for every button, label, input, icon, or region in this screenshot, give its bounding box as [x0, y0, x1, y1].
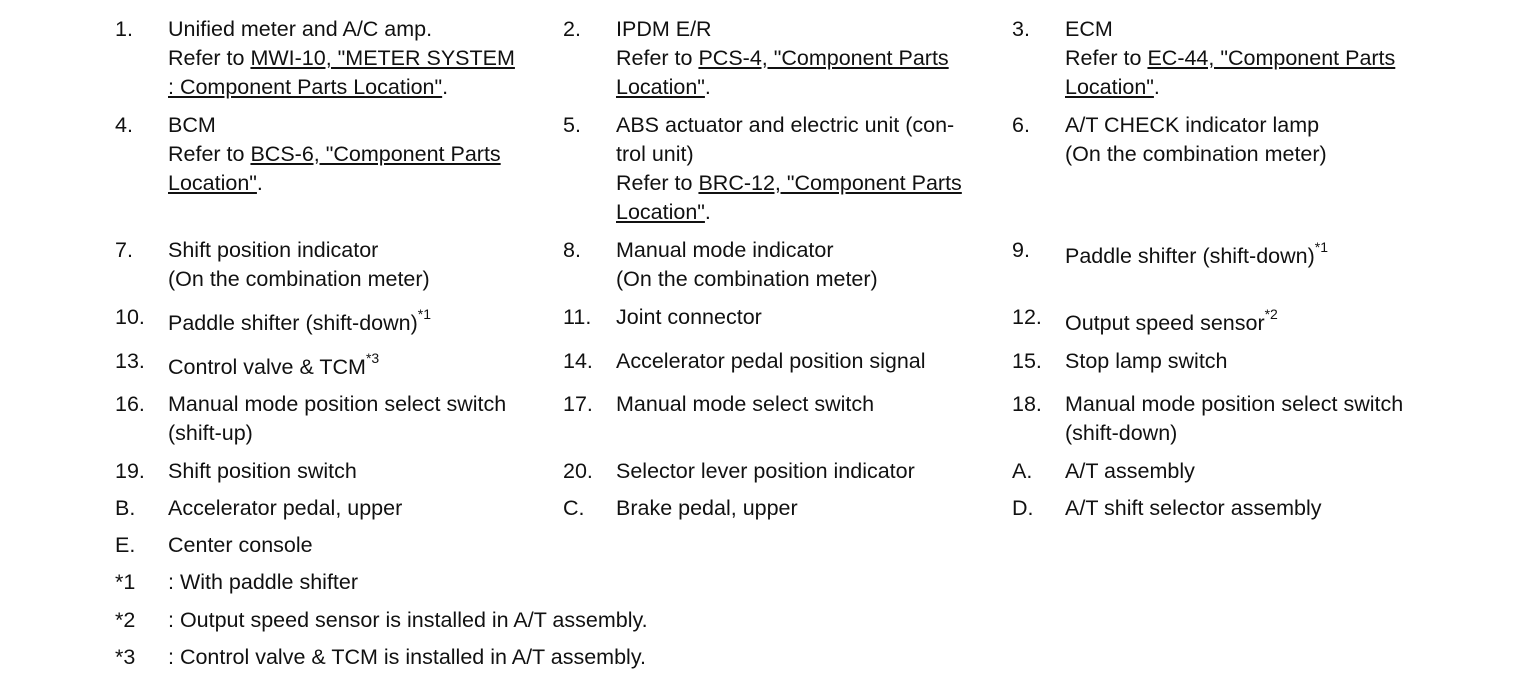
- legend-item-text: [1065, 457, 1195, 486]
- legend-item-number: 11.: [563, 305, 592, 329]
- legend-item-line: (shift-down): [1065, 421, 1178, 445]
- reference-line: Location".: [616, 75, 711, 99]
- reference-link[interactable]: MWI-10, "METER SYSTEM: [250, 46, 515, 70]
- legend-item-text: [616, 457, 915, 486]
- legend-item-number: D.: [1012, 496, 1034, 520]
- footnote-marker: *1: [417, 305, 431, 322]
- footnote-text: : With paddle shifter: [168, 570, 359, 594]
- legend-item-line: Joint connector: [616, 305, 762, 329]
- reference-link[interactable]: BRC-12, "Component Parts: [698, 171, 962, 195]
- legend-item-line: (On the combination meter): [1065, 142, 1327, 166]
- legend-item-text: [616, 236, 878, 294]
- legend-item-line: (On the combination meter): [616, 267, 878, 291]
- legend-item-text: [616, 494, 798, 523]
- legend-item-line: Accelerator pedal, upper: [168, 496, 403, 520]
- legend-item-line: Shift position switch: [168, 459, 357, 483]
- legend-item-line: IPDM E/R: [616, 17, 712, 41]
- legend-item-text: [616, 390, 874, 419]
- legend-item-number: 4.: [115, 113, 133, 137]
- legend-item-number: 16.: [115, 392, 145, 416]
- footnote-marker: *1: [1314, 238, 1328, 255]
- legend-item-line: trol unit): [616, 142, 694, 166]
- legend-item-text: [168, 457, 357, 486]
- legend-item-line: (On the combination meter): [168, 267, 430, 291]
- legend-item-text: [168, 236, 430, 294]
- legend-item-number: A.: [1012, 459, 1033, 483]
- legend-item-text: [616, 15, 949, 102]
- legend-item-line: Unified meter and A/C amp.: [168, 17, 433, 41]
- legend-item-number: C.: [563, 496, 585, 520]
- reference-link[interactable]: EC-44, "Component Parts: [1147, 46, 1396, 70]
- legend-item-number: B.: [115, 496, 136, 520]
- legend-item-line: Accelerator pedal position signal: [616, 349, 926, 373]
- legend-item-number: 8.: [563, 238, 581, 262]
- legend-item-line: Control valve & TCM$^{*3}$: [168, 349, 380, 379]
- legend-item-text: [1065, 111, 1327, 169]
- legend-item-line: Shift position indicator: [168, 238, 379, 262]
- reference-line: Refer to MWI-10, "METER SYSTEM: [168, 46, 515, 70]
- legend-item-text: [616, 111, 962, 227]
- legend-item-number: 12.: [1012, 305, 1042, 329]
- footnote-marker: *3: [365, 349, 380, 366]
- legend-item-line: A/T assembly: [1065, 459, 1195, 483]
- legend-item-number: 1.: [115, 17, 133, 41]
- legend-item-text: [1065, 305, 1278, 338]
- legend-item-text: [168, 305, 431, 338]
- footnote-mark: *2: [115, 608, 136, 632]
- legend-item-number: 10.: [115, 305, 145, 329]
- legend-item-number: 2.: [563, 17, 581, 41]
- reference-link[interactable]: Location": [616, 200, 705, 224]
- footnote-mark: *3: [115, 645, 136, 669]
- legend-item-line: Paddle shifter (shift-down)$^{*1}$: [1065, 238, 1328, 268]
- legend-item-line: ABS actuator and electric unit (con-: [616, 113, 955, 137]
- reference-line: Refer to EC-44, "Component Parts: [1065, 46, 1396, 70]
- legend-item-line: Center console: [168, 533, 313, 557]
- legend-item-number: 19.: [115, 459, 145, 483]
- legend-item-text: [1065, 390, 1403, 448]
- reference-line: Location".: [1065, 75, 1160, 99]
- legend-item-text: [168, 349, 380, 382]
- legend-item-line: A/T CHECK indicator lamp: [1065, 113, 1320, 137]
- legend-item-number: E.: [115, 533, 136, 557]
- legend-item-line: Brake pedal, upper: [616, 496, 798, 520]
- legend-item-text: [168, 494, 402, 523]
- legend-item-line: Selector lever position indicator: [616, 459, 915, 483]
- legend-item-line: (shift-up): [168, 421, 253, 445]
- legend-item-text: [1065, 347, 1228, 376]
- reference-line: Refer to PCS-4, "Component Parts: [616, 46, 949, 70]
- legend-item-line: Output speed sensor$^{*2}$: [1065, 305, 1278, 335]
- legend-item-text: [168, 111, 501, 198]
- footnote-marker: *2: [1264, 305, 1278, 322]
- reference-line: Refer to BCS-6, "Component Parts: [168, 142, 501, 166]
- reference-line: Refer to BRC-12, "Component Parts: [616, 171, 962, 195]
- reference-link[interactable]: : Component Parts Location": [168, 75, 443, 99]
- legend-item-line: Paddle shifter (shift-down)$^{*1}$: [168, 305, 431, 335]
- reference-link[interactable]: PCS-4, "Component Parts: [698, 46, 949, 70]
- legend-item-line: Manual mode position select switch: [168, 392, 507, 416]
- legend-item-line: Manual mode position select switch: [1065, 392, 1404, 416]
- legend-item-number: 9.: [1012, 238, 1030, 262]
- legend-item-line: A/T shift selector assembly: [1065, 496, 1322, 520]
- reference-line: Location".: [616, 200, 711, 224]
- legend-item-text: [1065, 15, 1395, 102]
- legend-item-number: 5.: [563, 113, 581, 137]
- legend-item-number: 6.: [1012, 113, 1030, 137]
- legend-item-number: 14.: [563, 349, 593, 373]
- legend-item-text: [1065, 238, 1328, 271]
- reference-link[interactable]: Location": [616, 75, 705, 99]
- legend-item-number: 17.: [563, 392, 593, 416]
- legend-item-number: 7.: [115, 238, 133, 262]
- legend-item-number: 3.: [1012, 17, 1030, 41]
- legend-item-text: [168, 390, 506, 448]
- legend-item-line: Stop lamp switch: [1065, 349, 1228, 373]
- legend-item-line: Manual mode select switch: [616, 392, 875, 416]
- legend-item-line: Manual mode indicator: [616, 238, 834, 262]
- reference-link[interactable]: BCS-6, "Component Parts: [250, 142, 501, 166]
- legend-item-number: 20.: [563, 459, 593, 483]
- legend-item-text: [616, 347, 926, 376]
- legend-item-number: 13.: [115, 349, 145, 373]
- reference-line: Location".: [168, 171, 263, 195]
- legend-item-number: 18.: [1012, 392, 1042, 416]
- legend-item-line: BCM: [168, 113, 216, 137]
- footnote-mark: *1: [115, 570, 136, 594]
- legend-item-text: [168, 15, 515, 102]
- legend-item-line: ECM: [1065, 17, 1113, 41]
- reference-line: : Component Parts Location".: [168, 75, 449, 99]
- footnote-text: : Control valve & TCM is installed in A/T assembly.: [168, 645, 646, 669]
- legend-item-text: [616, 303, 762, 332]
- reference-link[interactable]: Location": [1065, 75, 1154, 99]
- legend-item-text: [168, 531, 313, 560]
- legend-item-text: [1065, 494, 1322, 523]
- reference-link[interactable]: Location": [168, 171, 257, 195]
- footnote-text: : Output speed sensor is installed in A/T assembly.: [168, 608, 648, 632]
- legend-item-number: 15.: [1012, 349, 1042, 373]
